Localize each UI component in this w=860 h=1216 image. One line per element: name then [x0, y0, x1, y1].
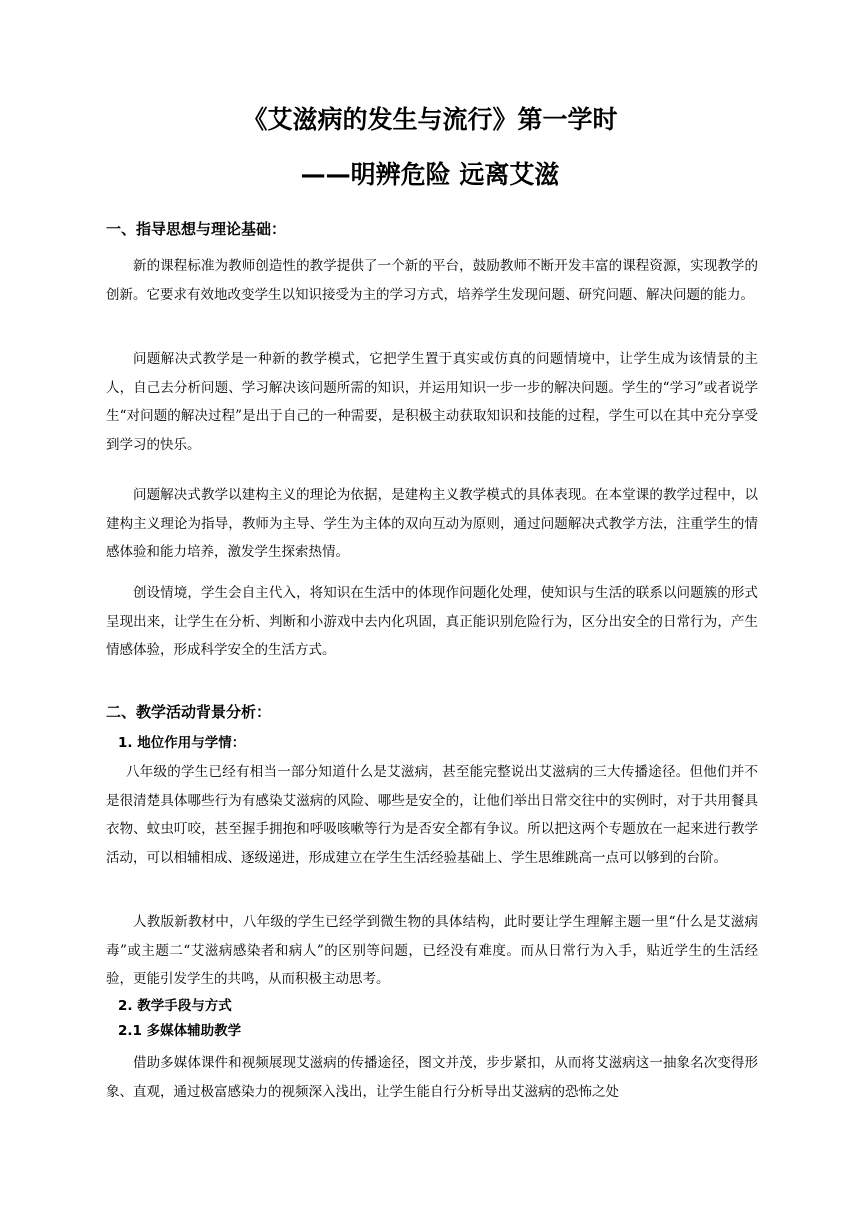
section-heading-1: 一、指导思想与理论基础：: [106, 220, 287, 238]
document-subtitle: ——明辨危险 远离艾滋: [300, 160, 560, 189]
paragraph: 人教版新教材中，八年级的学生已经学到微生物的具体结构，此时要让学生理解主题一里“什么是艾滋病毒”或主题二“艾滋病感染者和病人”的区别等问题，已经没有难度。而从日常行为入手，贴近学生的生活经验，更能引发学生的共鸣，从而积极主动思考。: [106, 914, 758, 987]
paragraph: 借助多媒体课件和视频展现艾滋病的传播途径，图文并茂，步步紧扣，从而将艾滋病这一抽象名次变得形象、直观，通过极富感染力的视频深入浅出，让学生能自行分析导出艾滋病的恐怖之处: [106, 1055, 758, 1100]
paragraph: 八年级的学生已经有相当一部分知道什么是艾滋病，甚至能完整说出艾滋病的三大传播途径。但他们并不是很清楚具体哪些行为有感染艾滋病的风险、哪些是安全的，让他们举出日常交往中的实例时，对于共用餐具衣物、蚊虫叮咬，甚至握手拥抱和呼吸咳嗽等行为是否安全都有争议。所以把这两个专题放在一起来进行教学活动，可以相辅相成、逐级递进，形成建立在学生生活经验基础上、学生思维跳高一点可以够到的台阶。: [106, 764, 758, 866]
document-title: 《艾滋病的发生与流行》第一学时: [242, 105, 618, 134]
subsection-heading: 1. 地位作用与学情：: [118, 735, 246, 751]
section-heading-2: 二、教学活动背景分析：: [106, 703, 272, 721]
paragraph: 新的课程标准为教师创造性的教学提供了一个新的平台，鼓励教师不断开发丰富的课程资源，实现教学的创新。它要求有效地改变学生以知识接受为主的学习方式，培养学生发现问题、研究问题、解决问题的能力。: [106, 258, 758, 303]
paragraph: 问题解决式教学是一种新的教学模式，它把学生置于真实或仿真的问题情境中，让学生成为该情景的主人，自己去分析问题、学习解决该问题所需的知识，并运用知识一步一步的解决问题。学生的“学习”或者说学生“对问题的解决过程”是出于自己的一种需要，是积极主动获取知识和技能的过程，学生可以在其中充分享受到学习的快乐。: [106, 351, 758, 453]
subsection-heading: 2.1 多媒体辅助教学: [118, 1023, 242, 1039]
paragraph: 创设情境，学生会自主代入，将知识在生活中的体现作问题化处理，使知识与生活的联系以问题簇的形式呈现出来，让学生在分析、判断和小游戏中去内化巩固，真正能识别危险行为，区分出安全的日常行为，产生情感体验，形成科学安全的生活方式。: [106, 585, 758, 658]
paragraph: 问题解决式教学以建构主义的理论为依据，是建构主义教学模式的具体表现。在本堂课的教学过程中，以建构主义理论为指导，教师为主导、学生为主体的双向互动为原则，通过问题解决式教学方法，注重学生的情感体验和能力培养，激发学生探索热情。: [106, 487, 758, 560]
subsection-heading: 2. 教学手段与方式: [118, 998, 232, 1014]
